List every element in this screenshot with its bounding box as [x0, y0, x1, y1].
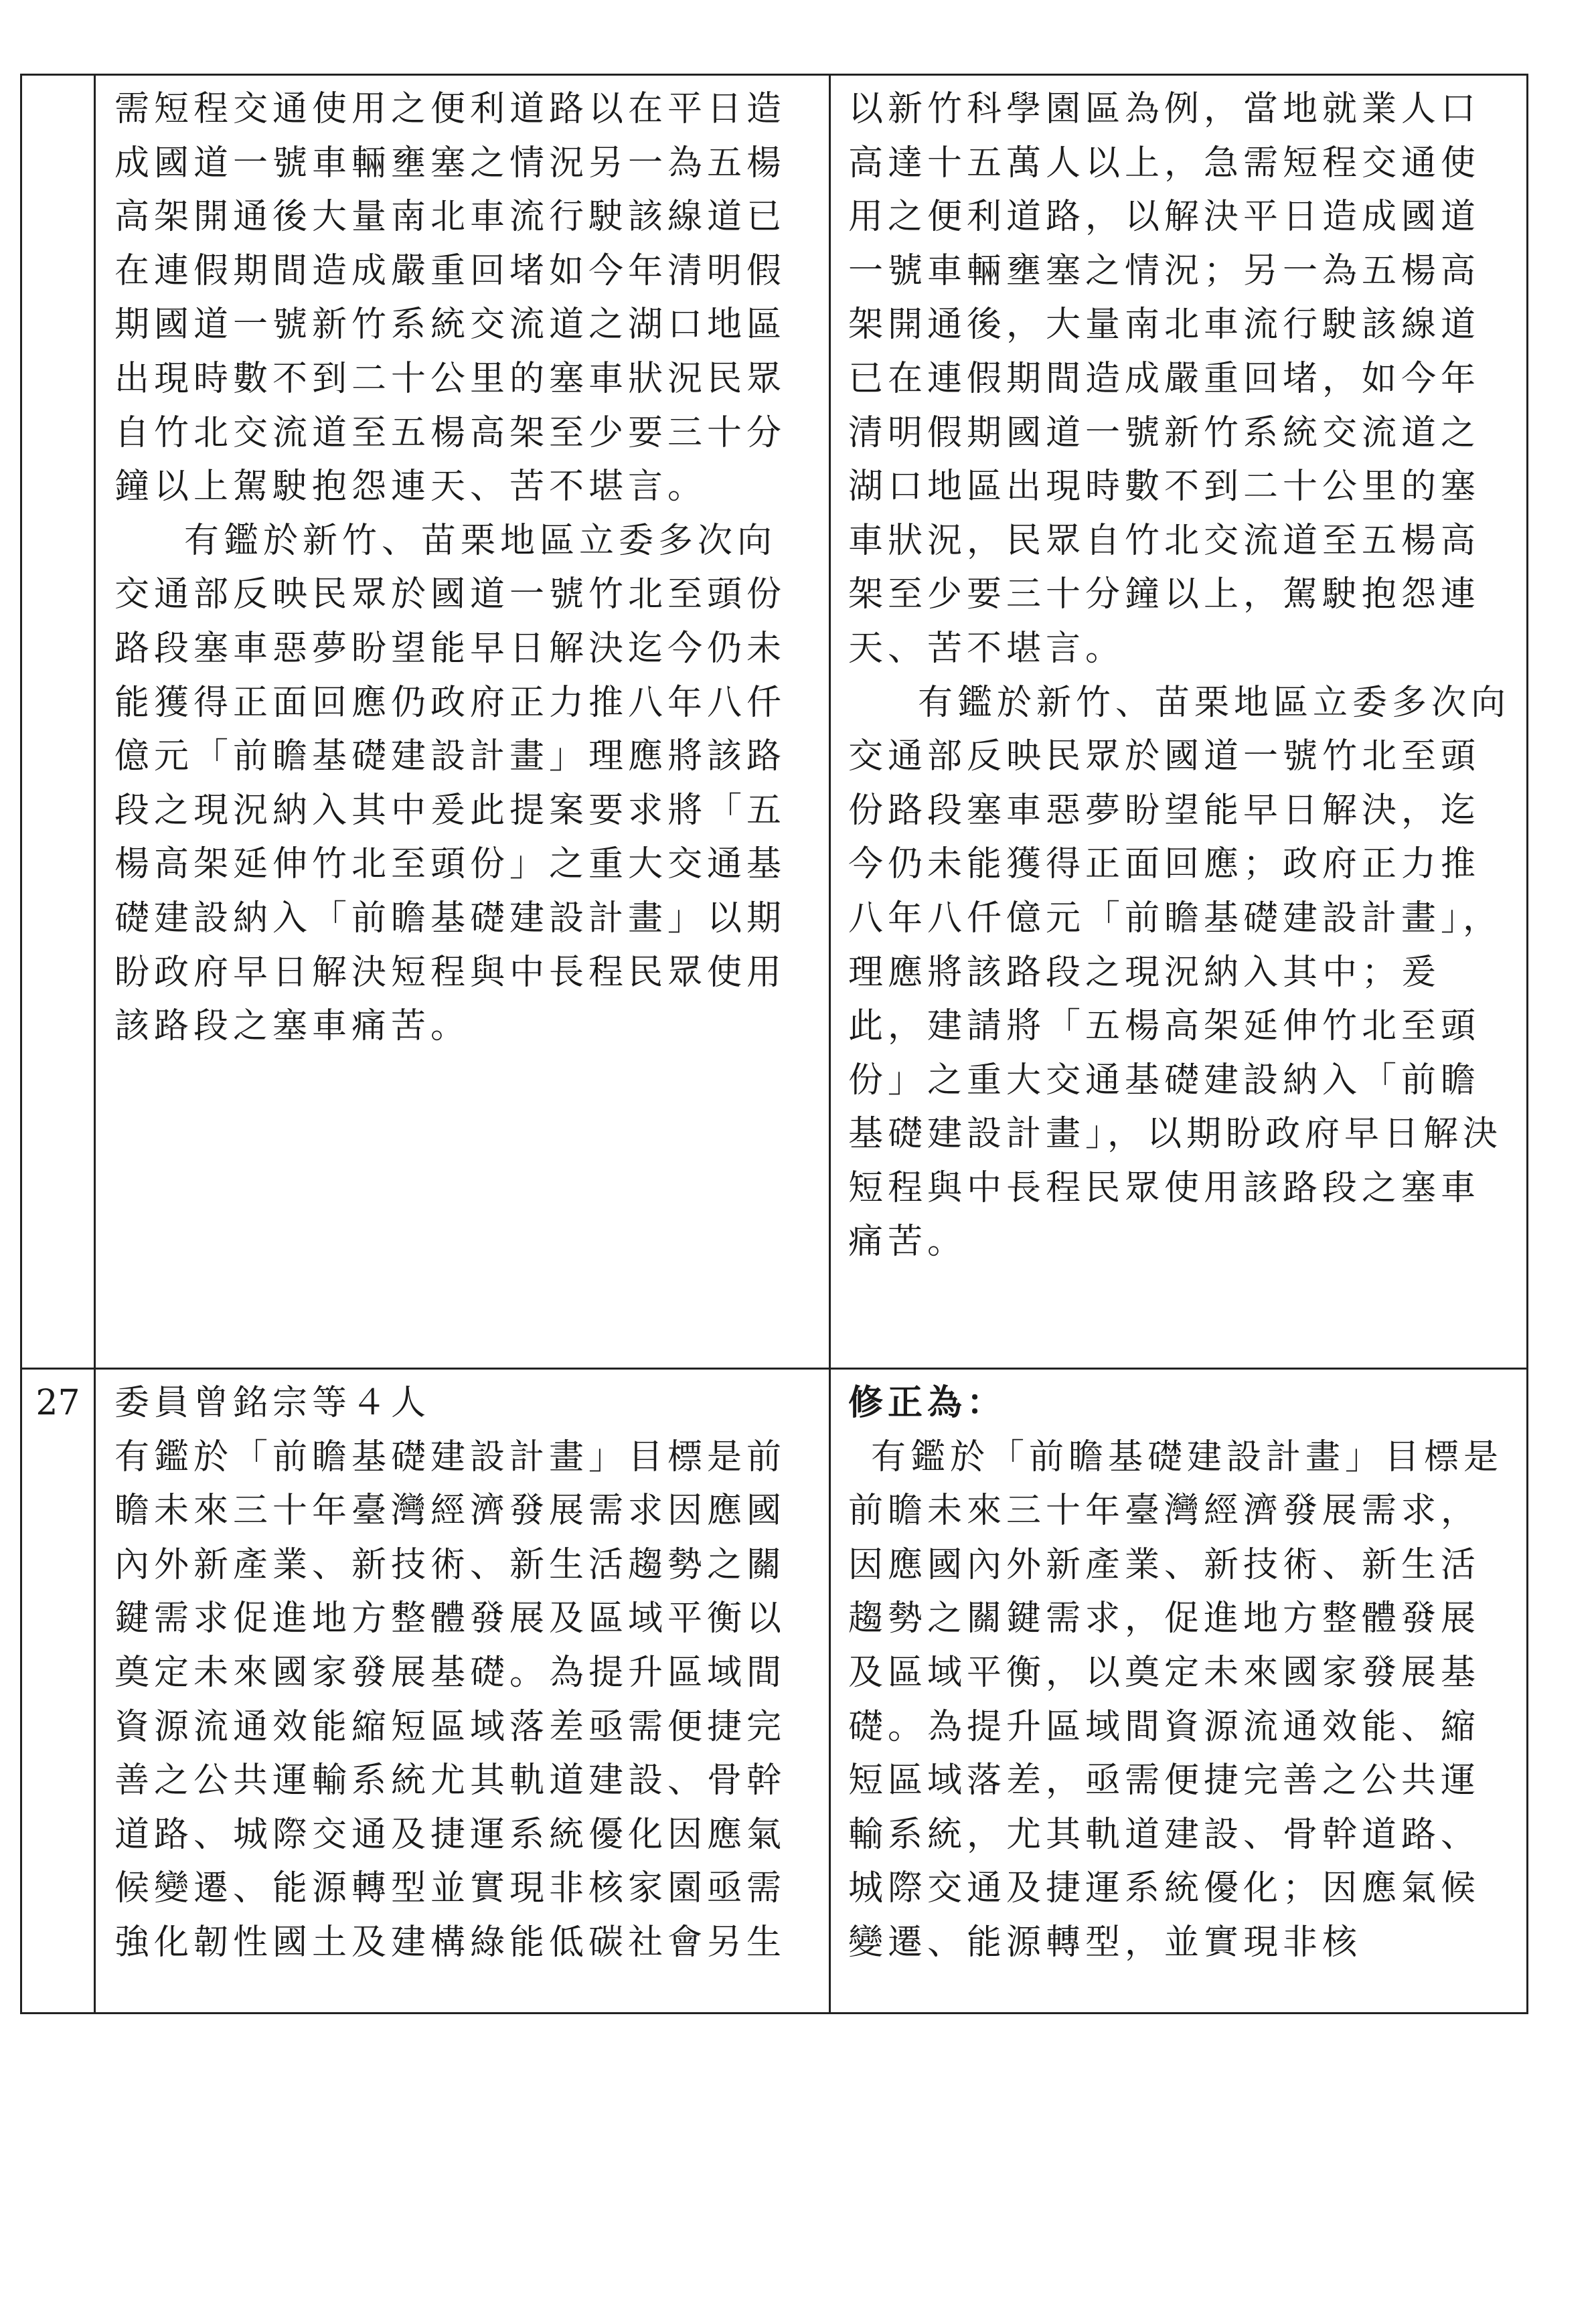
proposer-line: 委員曾銘宗等４人 [114, 1383, 431, 1423]
revised-paragraph-27: 有鑑於「前瞻基礎建設計畫」目標是前瞻未來三十年臺灣經濟發展需求，因應國內外新產業、新技術、新生活趨勢之關鍵需求，促進地方整體發展及區域平衡，以奠定未來國家發展基礎。為提升區域間資源流通效能、縮短區域落差，亟需便捷完善之公共運輸系統，尤其軌道建設、骨幹道路、城際交通及捷運系統優化；因應氣候變遷、能源轉型，並實現非核 [848, 1437, 1504, 1963]
original-paragraph-2: 有鑑於新竹、苗栗地區立委多次向交通部反映民眾於國道一號竹北至頭份路段塞車惡夢盼望能早日解決迄今仍未能獲得正面回應仍政府正力推八年八仟億元「前瞻基礎建設計畫」理應將該路段之現況納入其中爰此提案要求將「五楊高架延伸竹北至頭份」之重大交通基礎建設納入「前瞻基礎建設計畫」以期盼政府早日解決短程與中長程民眾使用該路段之塞車痛苦。 [114, 520, 787, 1047]
original-text-cell [95, 75, 830, 1369]
revised-text-cell-27 [830, 1369, 1528, 2014]
original-paragraph-27: 有鑑於「前瞻基礎建設計畫」目標是前瞻未來三十年臺灣經濟發展需求因應國內外新產業、新技術、新生活趨勢之關鍵需求促進地方整體發展及區域平衡以奠定未來國家發展基礎。為提升區域間資源流通效能縮短區域落差亟需便捷完善之公共運輸系統尤其軌道建設、骨幹道路、城際交通及捷運系統優化因應氣候變遷、能源轉型並實現非核家園亟需強化韌性國土及建構綠能低碳社會另生 [114, 1437, 787, 1963]
original-text-cell-27 [95, 1369, 830, 2014]
original-paragraph-1: 需短程交通使用之便利道路以在平日造成國道一號車輛壅塞之情況另一為五楊高架開通後大量南北車流行駛該線道已在連假期間造成嚴重回堵如今年清明假期國道一號新竹系統交流道之湖口地區出現時數不到二十公里的塞車狀況民眾自竹北交流道至五楊高架至少要三十分鐘以上駕駛抱怨連天、苦不堪言。 [114, 89, 787, 507]
revised-paragraph-2: 有鑑於新竹、苗栗地區立委多次向交通部反映民眾於國道一號竹北至頭份路段塞車惡夢盼望能早日解決，迄今仍未能獲得正面回應；政府正力推八年八仟億元「前瞻基礎建設計畫」，理應將該路段之現況納入其中；爰此，建請將「五楊高架延伸竹北至頭份」之重大交通基礎建設納入「前瞻基礎建設計畫」，以期盼政府早日解決短程與中長程民眾使用該路段之塞車痛苦。 [848, 682, 1511, 1262]
resolution-table [20, 74, 1528, 2014]
row-number-cell [21, 1369, 95, 2014]
table-row-continued [21, 75, 1528, 1369]
revised-paragraph-1: 以新竹科學園區為例，當地就業人口高達十五萬人以上，急需短程交通使用之便利道路，以解決平日造成國道一號車輛壅塞之情況；另一為五楊高架開通後，大量南北車流行駛該線道已在連假期間造成嚴重回堵，如今年清明假期國道一號新竹系統交流道之湖口地區出現時數不到二十公里的塞車狀況，民眾自竹北交流道至五楊高架至少要三十分鐘以上，駕駛抱怨連天、苦不堪言。 [848, 89, 1481, 669]
revision-heading: 修正為： [848, 1382, 1007, 1423]
row-number: 27 [35, 1383, 80, 1423]
table-row-27 [21, 1369, 1528, 2014]
revised-text-cell [830, 75, 1528, 1369]
row-number-cell-empty [21, 75, 95, 1369]
